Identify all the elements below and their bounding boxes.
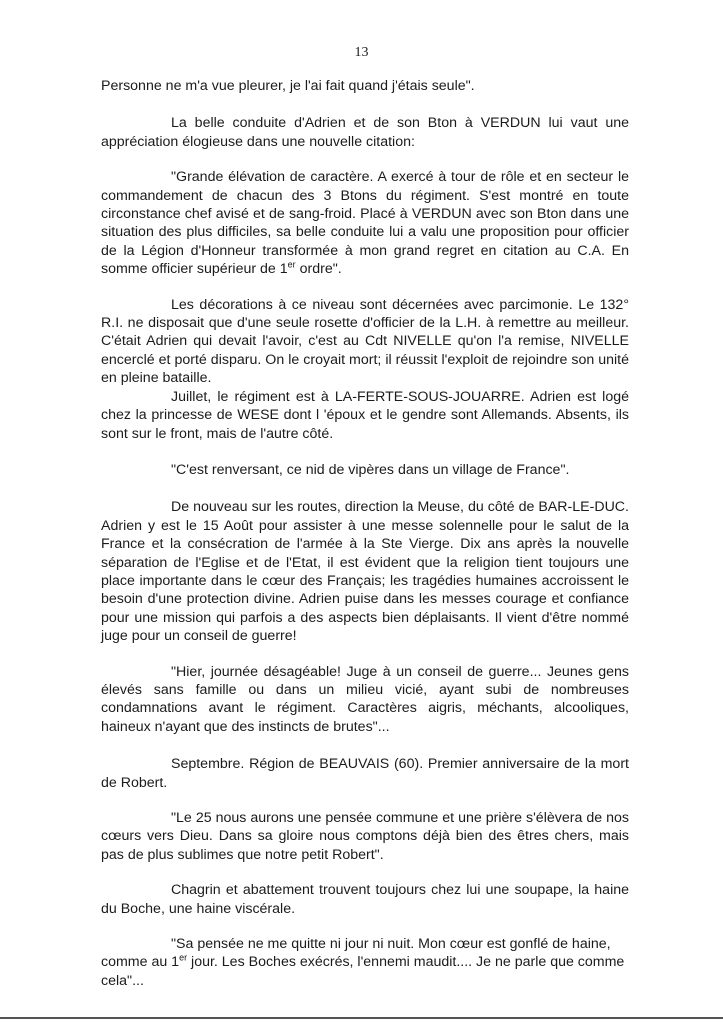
quote-robert: "Le 25 nous aurons une pensée commune et une prière s'élèvera de nos cœurs vers Dieu. Dans sa gloire nous comptons déjà bien des êtres chers, mais pas de plus sublimes que notre petit Robert". — [101, 810, 629, 863]
quote-vipers: "C'est renversant, ce nid de vipères dans un village de France". — [171, 461, 570, 478]
paragraph-2: La belle conduite d'Adrien et de son Bton à VERDUN lui vaut une appréciation élogieuse dans une nouvelle citation: — [101, 115, 629, 150]
paragraph-1: Personne ne m'a vue pleurer, je l'ai fait quand j'étais seule". — [101, 78, 475, 94]
scan-bottom-edge — [0, 1017, 723, 1019]
page-number: 13 — [354, 45, 369, 60]
quote-citation — [101, 168, 629, 278]
quote-hatred-end: jour. Les Boches exécrés, l'ennemi maudit.... Je ne parle que comme cela"... — [101, 954, 625, 989]
paragraph-11: Chagrin et abattement trouvent toujours chez lui une soupape, la haine du Boche, une haine viscérale. — [101, 882, 629, 917]
quote-war-council: "Hier, journée désagéable! Juge à un conseil de guerre... Jeunes gens élevés sans famille ou dans un milieu vicié, ayant subi de nombreuses condamnations avant le régiment. Caractères aigris, méchants, alcooliques, haineux n'ayant que des instincts de brutes"... — [101, 663, 629, 735]
paragraph-4: Les décorations à ce niveau sont décernées avec parcimonie. Le 132° R.I. ne disposait que d'une seule rosette d'officier de la L.H. à remettre au meilleur. C'était Adrien qui devait l'avoir, c'est au Cdt NIVELLE qu'on l'a remise, NIVELLE encerclé et porté disparu. On le croyait mort; il réussit l'exploit de rejoindre son unité en pleine bataille. — [101, 296, 629, 387]
paragraph-5: Juillet, le régiment est à LA-FERTE-SOUS-JOUARRE. Adrien est logé chez la princesse de WESE dont l 'époux et le gendre sont Allemands. Absents, ils sont sur le front, mais de l'autre côté. — [101, 388, 629, 442]
quote-citation-text: "Grande élévation de caractère. A exercé à tour de rôle et en secteur le commandement de chacun des 3 Btons du régiment. S'est montré en toute circonstance chef avisé et de sang-froid. Placé à VERDUN avec son Bton dans une situation des plus difficiles, sa belle conduite lui a valu une proposition pour officier de la Légion d'Honneur transformée à mon grand regret en citation au C.A. En somme officier supérieur de 1 — [101, 169, 629, 278]
quote-hatred-text: "Sa pensée ne me quitte ni jour ni nuit. Mon cœur est gonflé de haine, comme au 1 — [101, 936, 611, 971]
paragraph-9: Septembre. Région de BEAUVAIS (60). Premier anniversaire de la mort de Robert. — [101, 756, 629, 791]
quote-citation-end: ordre". — [295, 261, 342, 278]
paragraph-7: De nouveau sur les routes, direction la Meuse, du côté de BAR-LE-DUC. Adrien y est le 15 Août pour assister à une messe solennelle pour le salut de la France et la consécration de l'armée à la Ste Vierge. Dix ans après la nouvelle séparation de l'Eglise et de l'Etat, il est évident que la religion tient toujours une place importante dans le cœur des Français; les tragédies humaines accroissent le besoin d'une protection divine. Adrien puise dans les messes courage et confiance pour une mission qui parfois a des aspects bien déplaisants. Il vient d'être nommé juge pour un conseil de guerre! — [101, 499, 629, 645]
ordinal-superscript: er — [287, 259, 296, 270]
document-body — [101, 77, 629, 1005]
quote-hatred — [101, 935, 629, 990]
ordinal-superscript: er — [179, 952, 188, 963]
